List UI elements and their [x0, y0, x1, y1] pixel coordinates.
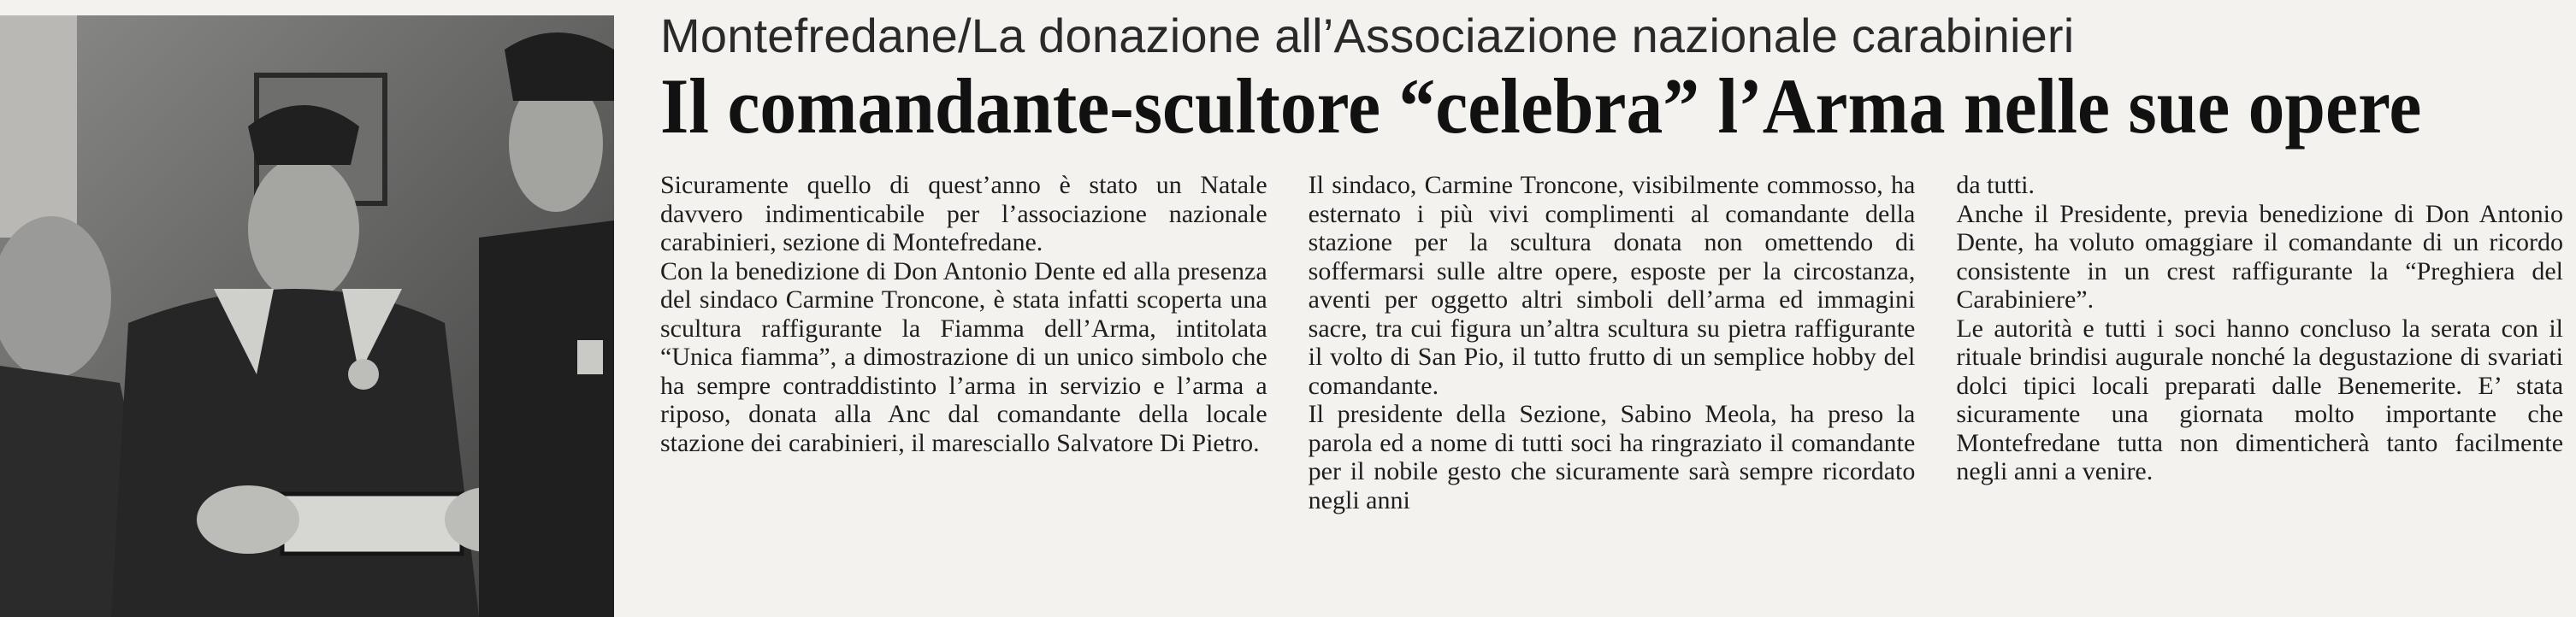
- article-photo: [0, 15, 614, 617]
- paragraph: Con la benedizione di Don Antonio Dente ed alla presenza del sindaco Carmine Troncone, è stata infatti scoperta una scultura raffigurante la Fiamma dell’Arma, intitolata “Unica fiamma”, a dimostrazione di un unico simbolo che ha sempre contraddistinto l’arma in servizio e l’arma a riposo, donata alla Anc dal comandante della locale stazione dei carabinieri, il maresciallo Salvatore Di Pietro.: [660, 256, 1267, 457]
- article-column-2: [1309, 171, 1916, 611]
- paragraph: da tutti.: [1956, 171, 2035, 199]
- article-title: Il comandante-scultore “celebra” l’Arma nelle sue opere: [660, 62, 2422, 150]
- article-column-3: [1956, 171, 2563, 611]
- photo-illustration: [0, 15, 614, 617]
- article-column-1: [660, 171, 1267, 611]
- headline-area: [660, 9, 2567, 150]
- article-body: [660, 171, 2563, 611]
- paragraph: Il sindaco, Carmine Troncone, visibilmente commosso, ha esternato i più vivi complimenti al comandante della stazione per la scultura donata non omettendo di soffermarsi sulle altre opere, esposte per la circostanza, aventi per oggetto altri simboli dell’arma ed immagini sacre, tra cui figura un’altra scultura su pietra raffigurante il volto di San Pio, il tutto frutto di un semplice hobby del comandante.: [1308, 171, 1916, 400]
- paragraph: Le autorità e tutti i soci hanno concluso la serata con il rituale brindisi augurale nonché la degustazione di svariati dolci tipici locali preparati dalle Benemerite. E’ stata sicuramente una giornata molto importante che Montefredane tutta non dimenticherà tanto facilmente negli anni a venire.: [1956, 314, 2564, 485]
- article-kicker: Montefredane/La donazione all’Associazione nazionale carabinieri: [660, 9, 2075, 62]
- paragraph: Sicuramente quello di quest’anno è stato un Natale davvero indimenticabile per l’associazione nazionale carabinieri, sezione di Montefredane.: [660, 171, 1267, 256]
- paragraph: Il presidente della Sezione, Sabino Meola, ha preso la parola ed a nome di tutti soci ha ringraziato il comandante per il nobile gesto che sicuramente sarà sempre ricordato negli anni: [1308, 400, 1916, 514]
- paragraph: Anche il Presidente, previa benedizione di Don Antonio Dente, ha voluto omaggiare il comandante di un ricordo consistente in un crest raffigurante la “Preghiera del Carabiniere”.: [1956, 199, 2564, 314]
